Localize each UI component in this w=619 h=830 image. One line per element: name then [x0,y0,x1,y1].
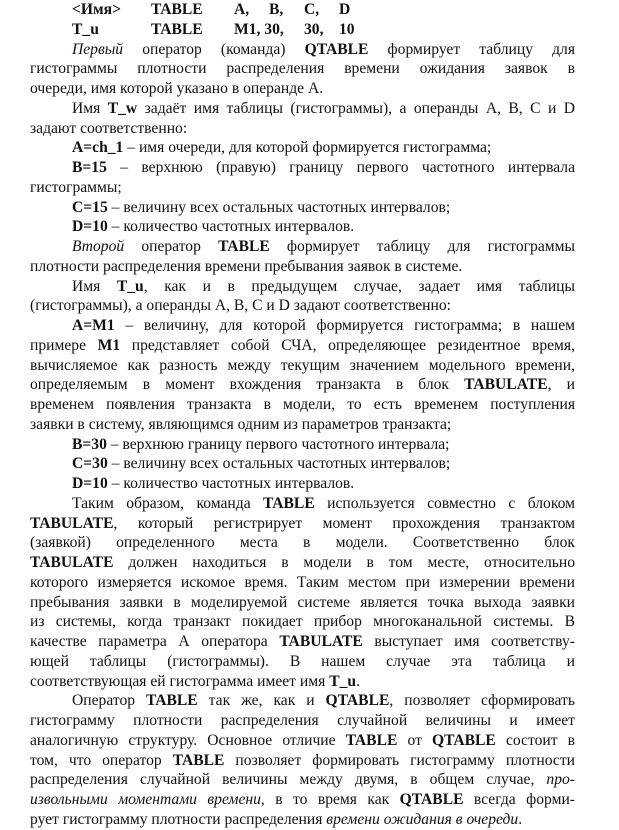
paragraph-2-line-1: Имя T_w задаёт имя таблицы (гистограммы), а операнды A, B, C и D [72,99,575,117]
code-operand-c: C, [304,1,320,18]
code-line-1 [30,0,575,20]
paragraph-6-line-3: аналогичную структуру. Основное отличие TABLE от QTABLE состоит в [30,731,575,749]
code-operand-10: 10 [339,20,355,38]
paragraph-6-line-5: распределения случайной величины между двумя, в общем случае, про- [30,771,575,789]
paragraph-5-line-10: соответствующая ей гистограмма имеет имя T_u. [30,672,360,690]
def-a-ch1: A=ch_1 – имя очереди, для которой формируется гистограмма; [72,139,492,157]
paragraph-5-line-1: Таким образом, команда TABLE используется совместно с блоком [72,494,575,512]
def-c-15: C=15 – величину всех остальных частотных интервалов; [72,198,451,216]
def-d-10: D=10 – количество частотных интервалов. [72,218,355,236]
paragraph-5-line-8: качестве параметра А оператора TABULATE выступает имя соответству- [30,633,575,650]
paragraph-4-line-2: (гистограммы), а операнды A, B, C и D задают соответственно: [30,297,451,315]
def-b-15-cont: гистограммы; [30,178,122,196]
def2-a-m1-line-6: заявки в систему, являющимся одним из параметров транзакта; [30,415,452,433]
def-b-15: B=15 – верхнюю (правую) границу первого частотного интервала [72,159,575,176]
paragraph-1-line-3: очереди, имя которой указано в операнде А. [30,80,324,97]
def2-a-m1-line-4: определяемым в момент вхождения транзакта в блок TABULATE, и [30,376,575,394]
def2-a-m1-line-5: временем появления транзакта в модели, то есть временем поступления [30,396,575,413]
code-operands-m1-30: M1, 30, [234,20,284,38]
paragraph-4-line-1: Имя T_u, как и в предыдущем случае, задает имя таблицы [72,277,575,295]
code-operand-30: 30, [304,20,324,38]
paragraph-2-line-2: задают соответственно: [30,119,188,137]
paragraph-5-line-6: пребывания заявки в моделируемой системе является точка выхода заявки [30,593,575,611]
paragraph-3-line-1: Второй оператор TABLE формирует таблицу для гистограммы [72,238,575,255]
paragraph-5-line-4: TABULATE должен находиться в модели в том месте, относительно [30,554,575,571]
paragraph-5-line-7: из системы, когда транзакт покидает прибор многоканальной системы. В [30,613,575,631]
paragraph-3-line-2: плотности распределения времени пребывания заявок в системе. [30,257,463,275]
paragraph-1-line-2: гистограммы плотности распределения времени ожидания заявок в [30,60,575,78]
paragraph-5-line-3: (заявкой) определенного места в модели. Соответственно блок [30,534,575,552]
code-op-table: TABLE [151,1,203,18]
code-name-tu: T_u [72,20,99,38]
paragraph-6-line-7: рует гистограмму плотности распределения времени ожидания в очереди. [30,810,523,828]
code-operand-a: A, [234,1,250,18]
code-operand-d: D [339,1,351,18]
paragraph-5-line-5: которого измеряется искомое время. Таким местом при измерении времени [30,573,575,591]
code-operand-b: B, [269,1,284,18]
paragraph-1-line-1: Первый оператор (команда) QTABLE формирует таблицу для [72,40,575,58]
def2-b-30: B=30 – верхнюю границу первого частотного интервала; [72,435,450,453]
paragraph-5-line-2: TABULATE, который регистрирует момент прохождения транзактом [30,514,575,532]
paragraph-6-line-4: том, что оператор TABLE позволяет формировать гистограмму плотности [30,751,575,769]
code-op-table-2: TABLE [151,20,203,38]
paragraph-6-line-6: извольными моментами времени, в то время как QTABLE всегда форми- [30,791,575,808]
paragraph-5-line-9: ющей таблицы (гистограммы). В нашем случае эта таблица и [30,652,575,670]
def2-a-m1-line-1: A=M1 – величину, для которой формируется гистограмма; в нашем [72,317,575,334]
def2-d-10: D=10 – количество частотных интервалов. [72,475,355,492]
paragraph-6-line-2: гистограмму плотности распределения случайной величины и имеет [30,712,575,729]
def2-a-m1-line-3: вычисляемое как разность между текущим значением модельного времени, [30,356,575,374]
def2-c-30: C=30 – величину всех остальных частотных интервалов; [72,455,451,473]
code-line-2 [30,20,575,40]
paragraph-6-line-1: Оператор TABLE так же, как и QTABLE, позволяет сформировать [72,692,575,710]
code-name-placeholder: <Имя> [72,1,121,18]
document-page [30,0,575,830]
def2-a-m1-line-2: примере M1 представляет собой СЧА, определяющее резидентное время, [30,336,575,354]
